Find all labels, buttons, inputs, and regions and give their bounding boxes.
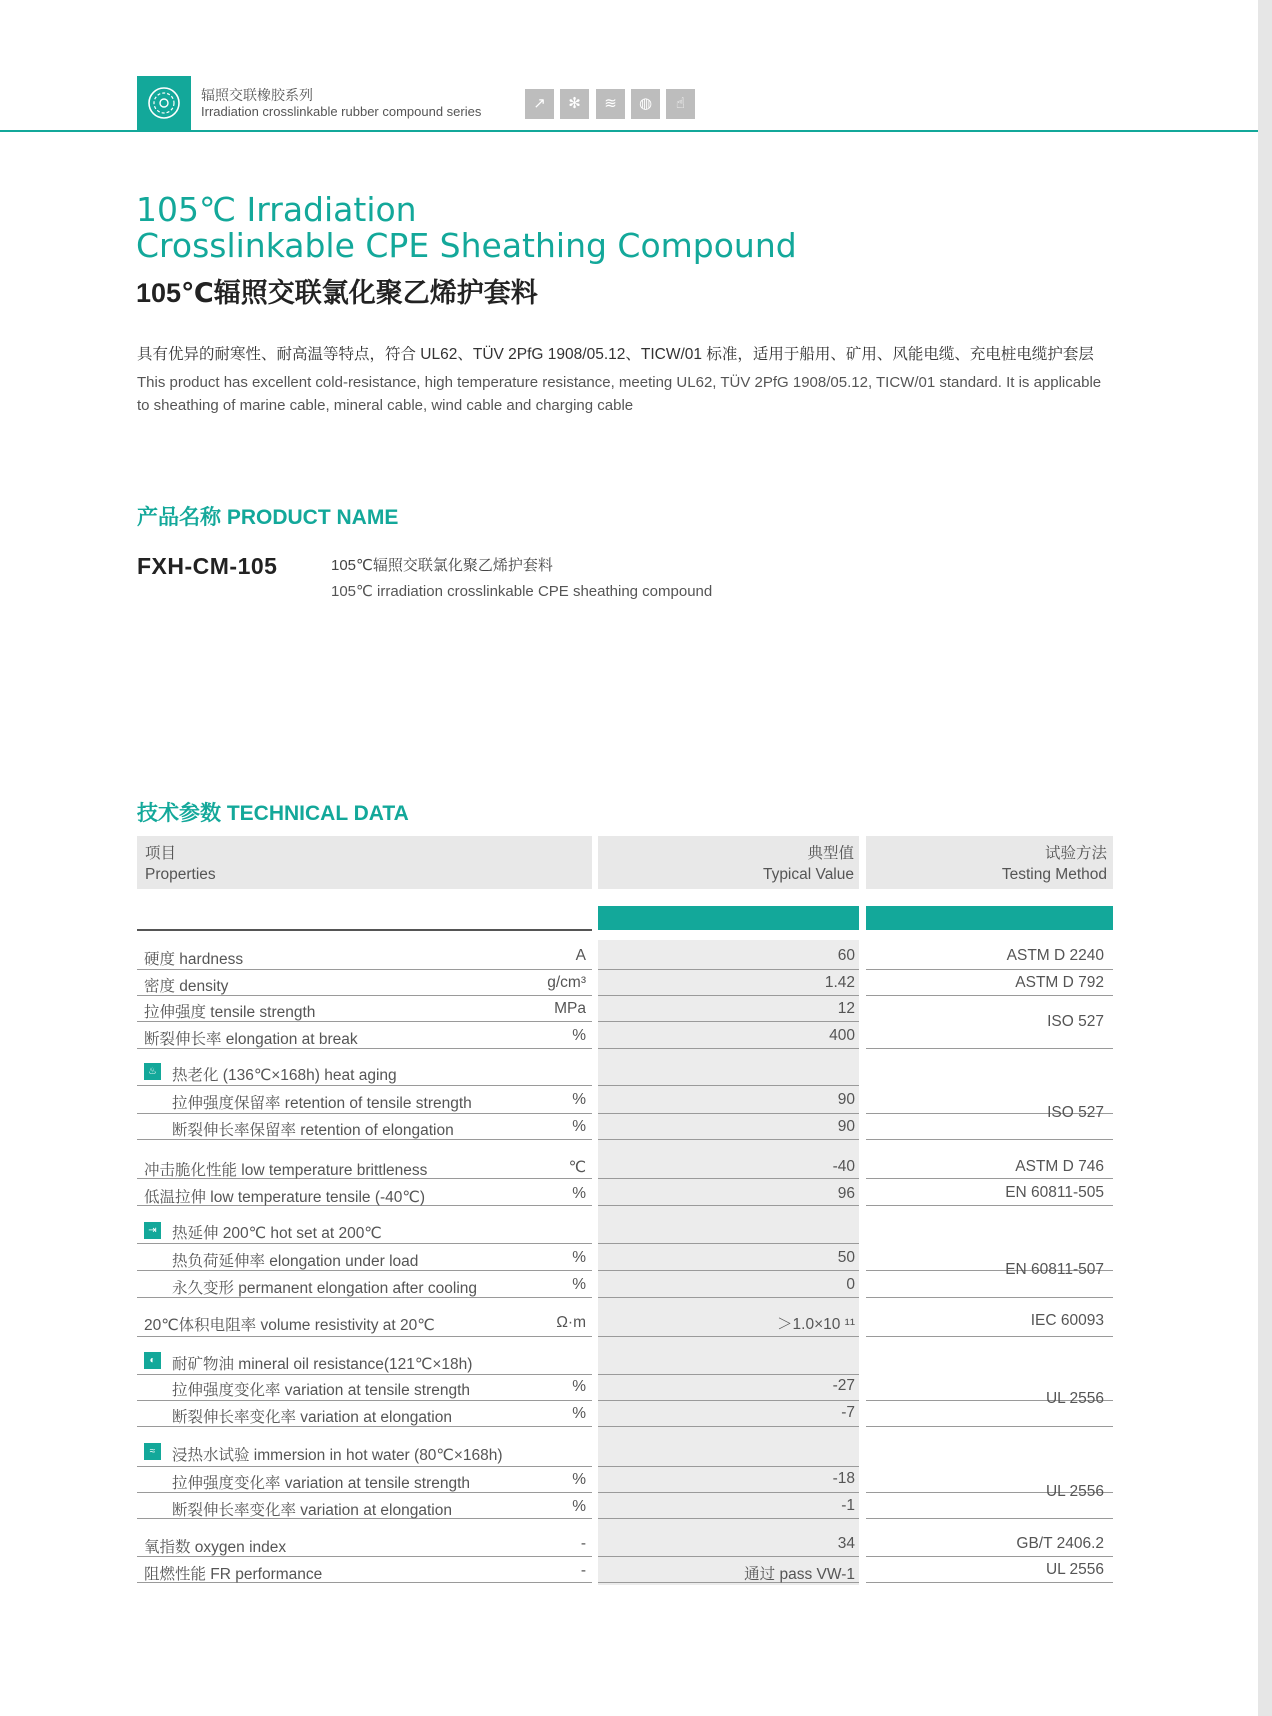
table-row-label: 拉伸强度 tensile strength (144, 1004, 316, 1021)
table-row-unit: MPa (554, 1000, 586, 1017)
header-properties-en: Properties (145, 866, 216, 883)
table-row-label: 低温拉伸 low temperature tensile (-40℃) (144, 1189, 425, 1206)
table-row-value: 400 (829, 1027, 855, 1044)
table-row-value: 34 (837, 1535, 855, 1552)
table-row-unit: % (572, 1498, 586, 1515)
row-divider (866, 1556, 1113, 1557)
header-properties-cell (137, 836, 592, 889)
description-en: This product has excellent cold-resistance, high temperature resistance, meeting UL62, TÜV 2PfG 1908/05.12, TICW/01 standard. It is applicable to sheathing of marine cable, mineral cable, wind cable and charging cable (137, 374, 1102, 414)
table-row-value: 50 (837, 1249, 855, 1266)
table-row-method: ASTM D 792 (1015, 974, 1104, 991)
table-row-unit: % (572, 1378, 586, 1395)
hot-set-icon: ⇥ (144, 1222, 161, 1239)
row-divider (598, 1492, 859, 1493)
row-divider (598, 1374, 859, 1375)
page-edge-strip (1258, 0, 1272, 1716)
product-title-en: 105℃ Irradiation Crosslinkable CPE Sheathing Compound (136, 190, 797, 265)
table-row-unit: % (572, 1091, 586, 1108)
header-method-en: Testing Method (1001, 866, 1107, 883)
table-row-label: 氧指数 oxygen index (144, 1539, 287, 1556)
row-divider (598, 1139, 859, 1140)
row-divider (866, 1205, 1113, 1206)
table-row-value: -7 (841, 1404, 855, 1421)
table-row-unit: % (572, 1118, 586, 1135)
row-divider (866, 1426, 1113, 1427)
table-row-value: -27 (832, 1377, 855, 1394)
description-cn: 具有优异的耐寒性、耐高温等特点，符合 UL62、TÜV 2PfG 1908/05.12、TICW/01 标准，适用于船用、矿用、风能电缆、充电桩电缆护套层 (137, 346, 1094, 363)
table-row-value: 1.42 (824, 974, 855, 991)
row-divider (598, 1297, 859, 1298)
table-row-label: 拉伸强度保留率 retention of tensile strength (172, 1095, 472, 1112)
header-value-cell (598, 836, 859, 889)
series-title-cn: 辐照交联橡胶系列 (201, 87, 313, 103)
table-row-method: UL 2556 (1045, 1390, 1104, 1407)
table-row-method: UL 2556 (1045, 1561, 1104, 1578)
row-divider (137, 969, 592, 970)
table-row-unit: % (572, 1027, 586, 1044)
table-group-label: 热老化 (136℃×168h) heat aging (172, 1067, 397, 1084)
header-value-en: Typical Value (762, 866, 854, 883)
value-column-bar (598, 906, 859, 930)
table-row-method: EN 60811-507 (1005, 1261, 1104, 1278)
table-row-value: -40 (832, 1158, 855, 1175)
hand-icon: ☝ (666, 89, 695, 119)
wind-icon: ≋ (596, 89, 625, 119)
row-divider (866, 969, 1113, 970)
globe-icon: ◍ (631, 89, 660, 119)
table-group-label: 浸热水试验 immersion in hot water (80℃×168h) (172, 1447, 503, 1464)
table-row-unit: % (572, 1405, 586, 1422)
header-value-cn: 典型值 (807, 845, 854, 862)
table-row-label: 拉伸强度变化率 variation at tensile strength (172, 1475, 471, 1492)
technical-data-heading: 技术参数 TECHNICAL DATA (137, 802, 409, 825)
row-divider (598, 1400, 859, 1401)
row-divider (598, 1466, 859, 1467)
table-row-value: -18 (832, 1470, 855, 1487)
row-divider (137, 1085, 592, 1086)
row-divider (598, 1336, 859, 1337)
row-divider (137, 1374, 592, 1375)
table-row-label: 断裂伸长率变化率 variation at elongation (172, 1409, 452, 1426)
series-logo-icon (137, 76, 191, 130)
header-divider (0, 130, 1258, 132)
row-divider (598, 1048, 859, 1049)
table-row-unit: % (572, 1276, 586, 1293)
row-divider (598, 1243, 859, 1244)
row-divider (137, 1466, 592, 1467)
table-row-label: 阻燃性能 FR performance (144, 1566, 323, 1583)
row-divider (598, 1270, 859, 1271)
table-top-rule (137, 929, 592, 931)
series-title-en: Irradiation crosslinkable rubber compound series (201, 104, 482, 119)
table-row-value: -1 (841, 1497, 855, 1514)
table-row-label: 热负荷延伸率 elongation under load (172, 1253, 419, 1270)
table-row-method: EN 60811-505 (1005, 1184, 1104, 1201)
row-divider (598, 1178, 859, 1179)
row-divider (137, 1336, 592, 1337)
row-divider (137, 1400, 592, 1401)
row-divider (866, 1518, 1113, 1519)
row-divider (866, 995, 1113, 996)
product-title-cn: 105℃辐照交联氯化聚乙烯护套料 (136, 278, 538, 308)
table-row-value: 通过 pass VW-1 (744, 1566, 855, 1583)
table-row-label: 20℃体积电阻率 volume resistivity at 20℃ (144, 1317, 435, 1334)
cable-plug-icon: ↗ (525, 89, 554, 119)
row-divider (137, 1243, 592, 1244)
water-wave-icon: ≈ (144, 1443, 161, 1460)
table-row-unit: - (580, 1562, 586, 1579)
table-row-unit: % (572, 1249, 586, 1266)
table-row-unit: A (575, 947, 586, 964)
table-row-unit: g/cm³ (547, 974, 586, 991)
row-divider (866, 1297, 1113, 1298)
header-method-cn: 试验方法 (1044, 845, 1107, 862)
row-divider (866, 1336, 1113, 1337)
table-row-label: 断裂伸长率变化率 variation at elongation (172, 1502, 452, 1519)
row-divider (598, 1518, 859, 1519)
table-row-label: 永久变形 permanent elongation after cooling (172, 1280, 477, 1297)
table-row-value: 12 (837, 1000, 855, 1017)
row-divider (598, 995, 859, 996)
table-group-label: 热延伸 200℃ hot set at 200℃ (172, 1225, 382, 1242)
table-row-method: ASTM D 746 (1015, 1158, 1104, 1175)
table-row-method: IEC 60093 (1030, 1312, 1104, 1329)
product-name-heading: 产品名称 PRODUCT NAME (137, 506, 399, 529)
row-divider (598, 1113, 859, 1114)
product-name-cn: 105℃辐照交联氯化聚乙烯护套料 (331, 557, 553, 574)
heat-aging-icon: ♨ (144, 1063, 161, 1080)
table-row-label: 冲击脆化性能 low temperature brittleness (144, 1162, 428, 1179)
table-row-label: 密度 density (144, 978, 229, 995)
header-method-cell (866, 836, 1113, 889)
row-divider (866, 1139, 1113, 1140)
table-row-value: 96 (837, 1185, 855, 1202)
method-column-bar (866, 906, 1113, 930)
table-row-value: ＞1.0×10 ¹¹ (777, 1316, 855, 1333)
table-row-value: 0 (846, 1276, 855, 1293)
row-divider (866, 1582, 1113, 1583)
table-row-value: 90 (837, 1091, 855, 1108)
row-divider (137, 1113, 592, 1114)
table-row-unit: Ω·m (556, 1314, 586, 1331)
row-divider (598, 1085, 859, 1086)
table-row-unit: - (580, 1535, 586, 1552)
table-row-method: GB/T 2406.2 (1016, 1535, 1104, 1552)
table-row-method: ASTM D 2240 (1006, 947, 1104, 964)
table-row-method: UL 2556 (1045, 1483, 1104, 1500)
table-row-method: ISO 527 (1047, 1013, 1104, 1030)
row-divider (598, 1021, 859, 1022)
row-divider (866, 1178, 1113, 1179)
table-group-label: 耐矿物油 mineral oil resistance(121℃×18h) (172, 1356, 473, 1373)
oil-drop-icon: ◐ (144, 1352, 161, 1369)
table-row-unit: ℃ (568, 1159, 586, 1176)
row-divider (598, 1556, 859, 1557)
row-divider (866, 1048, 1113, 1049)
table-row-value: 60 (837, 947, 855, 964)
product-name-en: 105℃ irradiation crosslinkable CPE sheathing compound (331, 583, 713, 600)
table-row-unit: % (572, 1185, 586, 1202)
row-divider (598, 1205, 859, 1206)
table-row-unit: % (572, 1471, 586, 1488)
row-divider (598, 1426, 859, 1427)
header-properties-cn: 项目 (145, 845, 177, 862)
product-code: FXH-CM-105 (137, 553, 278, 579)
table-row-label: 拉伸强度变化率 variation at tensile strength (172, 1382, 471, 1399)
table-row-label: 硬度 hardness (144, 951, 244, 968)
table-row-method: ISO 527 (1047, 1104, 1104, 1121)
molecule-icon: ✻ (560, 89, 589, 119)
table-row-label: 断裂伸长率保留率 retention of elongation (172, 1122, 454, 1139)
row-divider (598, 969, 859, 970)
table-row-label: 断裂伸长率 elongation at break (144, 1031, 358, 1048)
table-row-value: 90 (837, 1118, 855, 1135)
